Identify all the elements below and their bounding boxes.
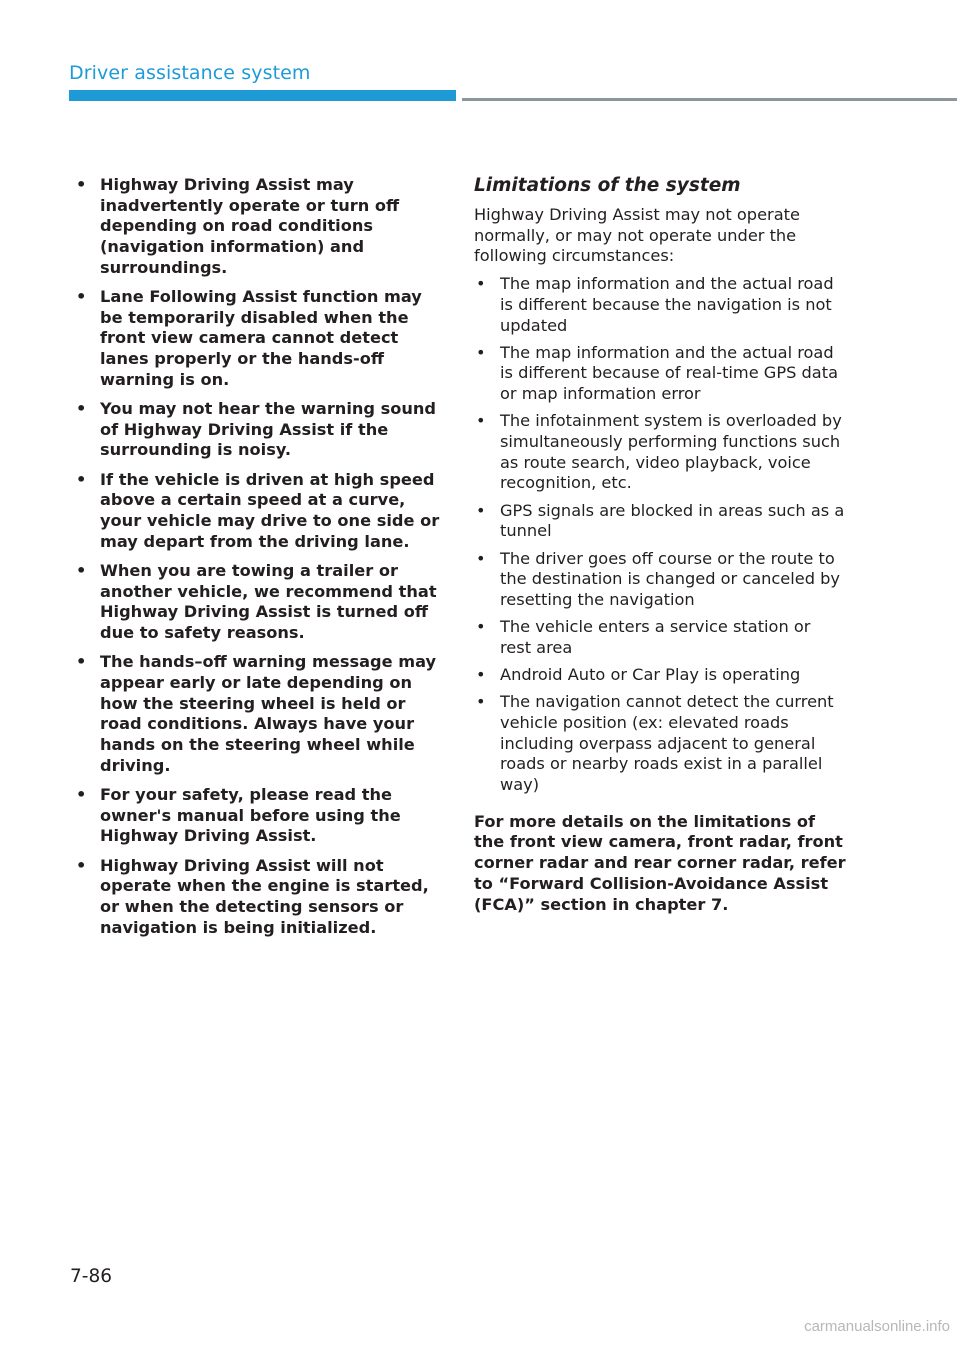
section-title: Driver assistance system (69, 62, 311, 84)
list-item: • When you are towing a trailer or another vehicle, we recommend that Highway Driving Assist is turned off due to safety reasons. (74, 561, 444, 644)
left-column (74, 175, 444, 947)
limitations-intro: Highway Driving Assist may not operate normally, or may not operate under the following circumstances: (474, 205, 800, 266)
more-details-note: For more details on the limitations of the front view camera, front radar, front corner radar and rear corner radar, refer to “Forward Collision-Avoidance Assist (FCA)” section in chapter 7. (474, 811, 846, 914)
list-item: • GPS signals are blocked in areas such as a tunnel (474, 501, 846, 542)
right-column (474, 174, 846, 915)
limitations-heading: Limitations of the system (474, 175, 741, 196)
caution-list (74, 175, 444, 938)
list-item: • The infotainment system is overloaded by simultaneously performing functions such as route search, video playback, voice recognition, etc. (474, 411, 846, 494)
header-accent-bar (69, 90, 456, 101)
list-item: • Lane Following Assist function may be temporarily disabled when the front view camera cannot detect lanes properly or the hands-off warning is on. (74, 287, 444, 391)
header-rule (462, 98, 957, 101)
list-item: • The vehicle enters a service station or rest area (474, 617, 846, 658)
list-item: • Highway Driving Assist may inadvertently operate or turn off depending on road conditions (navigation information) and surroundings. (74, 175, 444, 279)
list-item: • Android Auto or Car Play is operating (474, 665, 846, 686)
watermark: carmanualsonline.info (804, 1318, 950, 1335)
list-item: • Highway Driving Assist will not operate when the engine is started, or when the detecting sensors or navigation is being initialized. (74, 856, 444, 939)
list-item: • You may not hear the warning sound of Highway Driving Assist if the surrounding is noisy. (74, 399, 444, 461)
list-item: • The hands–off warning message may appear early or late depending on how the steering wheel is held or road conditions. Always have your hands on the steering wheel while driving. (74, 652, 444, 776)
limitations-list (474, 274, 846, 796)
list-item: • The driver goes off course or the route to the destination is changed or canceled by resetting the navigation (474, 549, 846, 611)
list-item: • The map information and the actual road is different because the navigation is not updated (474, 274, 846, 336)
list-item: • For your safety, please read the owner's manual before using the Highway Driving Assist. (74, 785, 444, 847)
page-number: 7-86 (70, 1266, 112, 1287)
list-item: • If the vehicle is driven at high speed above a certain speed at a curve, your vehicle may drive to one side or may depart from the driving lane. (74, 470, 444, 553)
list-item: • The navigation cannot detect the current vehicle position (ex: elevated roads including overpass adjacent to general roads or nearby roads exist in a parallel way) (474, 692, 846, 796)
list-item: • The map information and the actual road is different because of real-time GPS data or map information error (474, 343, 846, 405)
